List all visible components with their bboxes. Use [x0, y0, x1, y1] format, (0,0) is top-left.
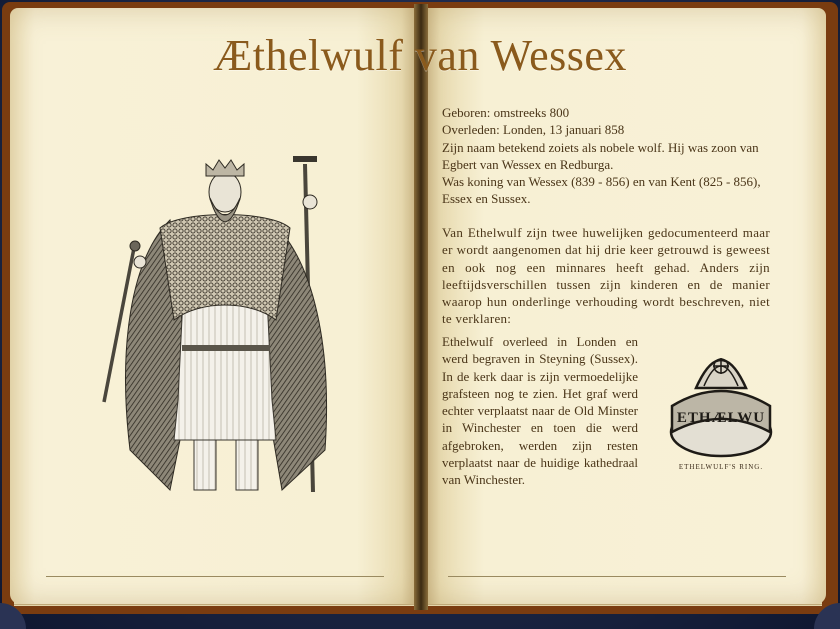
facts-block — [442, 104, 788, 208]
ring-illustration — [666, 336, 776, 460]
page-title: Æthelwulf van Wessex — [213, 31, 627, 80]
marriages-paragraph: Van Ethelwulf zijn twee huwelijken gedocumenteerd maar er wordt aangenomen dat hij drie keer getrouwd is geweest en ook nog een minnares heeft gehad. Anders zijn leeftijdsverschillen tussen zijn kinderen en de manier waarop hun onderlinge verhouding wordt beschreven, niet te verklaren: — [442, 225, 770, 327]
king-illustration — [100, 150, 350, 495]
reign-line: Was koning van Wessex (839 - 856) en van Kent (825 - 856), Essex en Sussex. — [442, 174, 761, 207]
death-line: Overleden: Londen, 13 januari 858 — [442, 122, 625, 138]
ring-caption: ETHELWULF'S RING. — [678, 463, 764, 471]
right-page-rule — [448, 576, 786, 577]
ring-inscription: ETHÆLWU — [676, 410, 766, 426]
book-spine — [414, 4, 428, 610]
left-page-rule — [46, 576, 384, 577]
birth-line: Geboren: omstreeks 800 — [442, 105, 570, 120]
burial-paragraph: Ethelwulf overleed in Londen en werd begraven in Steyning (Sussex). In de kerk daar is zijn vermoedelijke grafsteen nog te zien. Het graf werd echter verplaatst naar de Old Minster in Winchester en toen die werd afgebroken, werden zijn resten verplaatst naar de huidige kathedraal van Winchester. — [442, 334, 638, 488]
name-meaning: Zijn naam betekend zoiets als nobele wolf. Hij was zoon van Egbert van Wessex en Redburga. — [442, 139, 759, 172]
